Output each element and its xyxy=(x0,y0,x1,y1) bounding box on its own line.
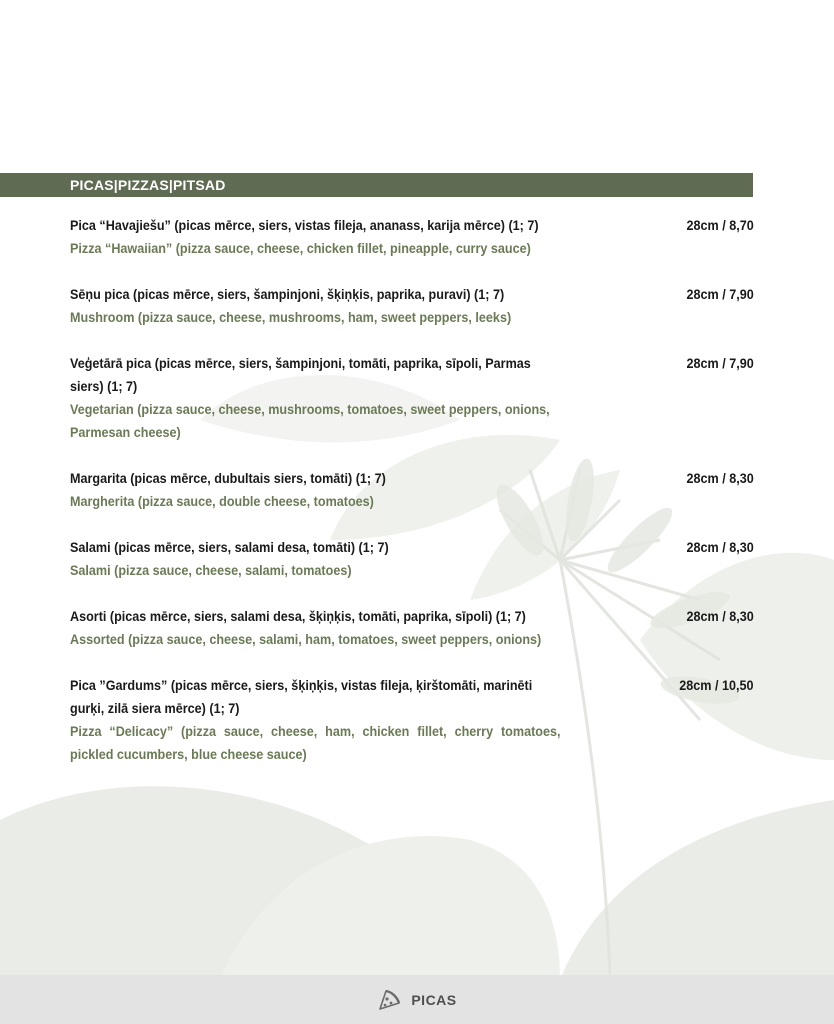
item-description: Pizza “Hawaiian” (pizza sauce, cheese, chicken fillet, pineapple, curry sauce) xyxy=(70,240,531,256)
menu-item xyxy=(70,467,754,513)
item-name: Asorti (picas mērce, siers, salami desa, šķiņķis, tomāti, paprika, sīpoli) (1; 7) xyxy=(70,608,526,624)
item-name: Veģetārā pica (picas mērce, siers, šampinjoni, tomāti, paprika, sīpoli, Parmas siers) (1; 7) xyxy=(70,355,531,394)
item-price: 28cm / 8,30 xyxy=(686,470,754,486)
menu-item xyxy=(70,605,754,651)
item-price: 28cm / 8,70 xyxy=(686,217,754,233)
item-name: Pica “Havajiešu” (picas mērce, siers, vistas fileja, ananass, karija mērce) (1; 7) xyxy=(70,217,539,233)
page-footer xyxy=(0,975,834,1024)
item-description: Assorted (pizza sauce, cheese, salami, ham, tomatoes, sweet peppers, onions) xyxy=(70,631,542,647)
pizza-slice-icon xyxy=(377,987,403,1013)
item-description: Margherita (pizza sauce, double cheese, tomatoes) xyxy=(70,493,374,509)
item-price: 28cm / 10,50 xyxy=(679,677,754,693)
item-description: Salami (pizza sauce, cheese, salami, tomatoes) xyxy=(70,562,352,578)
menu-item xyxy=(70,536,754,582)
item-price: 28cm / 8,30 xyxy=(686,608,754,624)
item-name: Pica ”Gardums” (picas mērce, siers, šķiņķis, vistas fileja, ķirštomāti, marinēti gurķi, zilā siera mērce) (1; 7) xyxy=(70,677,533,716)
menu-item xyxy=(70,283,754,329)
item-price: 28cm / 8,30 xyxy=(686,539,754,555)
footer-label: PICAS xyxy=(411,991,457,1008)
menu-list xyxy=(70,214,754,789)
item-description: Pizza “Delicacy” (pizza sauce, cheese, ham, chicken fillet, cherry tomatoes, pickled cucumbers, blue cheese sauce) xyxy=(70,723,561,762)
menu-item xyxy=(70,214,754,260)
item-name: Sēņu pica (picas mērce, siers, šampinjoni, šķiņķis, paprika, puravi) (1; 7) xyxy=(70,286,505,302)
item-name: Margarita (picas mērce, dubultais siers, tomāti) (1; 7) xyxy=(70,470,386,486)
item-description: Vegetarian (pizza sauce, cheese, mushrooms, tomatoes, sweet peppers, onions, Parmesan cheese) xyxy=(70,401,550,440)
item-price: 28cm / 7,90 xyxy=(686,355,754,371)
item-price: 28cm / 7,90 xyxy=(686,286,754,302)
menu-item xyxy=(70,352,754,444)
section-title-bar xyxy=(0,173,753,197)
item-name: Salami (picas mērce, siers, salami desa, tomāti) (1; 7) xyxy=(70,539,389,555)
section-title: PICAS|PIZZAS|PITSAD xyxy=(70,177,226,193)
menu-item xyxy=(70,674,754,766)
item-description: Mushroom (pizza sauce, cheese, mushrooms, ham, sweet peppers, leeks) xyxy=(70,309,512,325)
